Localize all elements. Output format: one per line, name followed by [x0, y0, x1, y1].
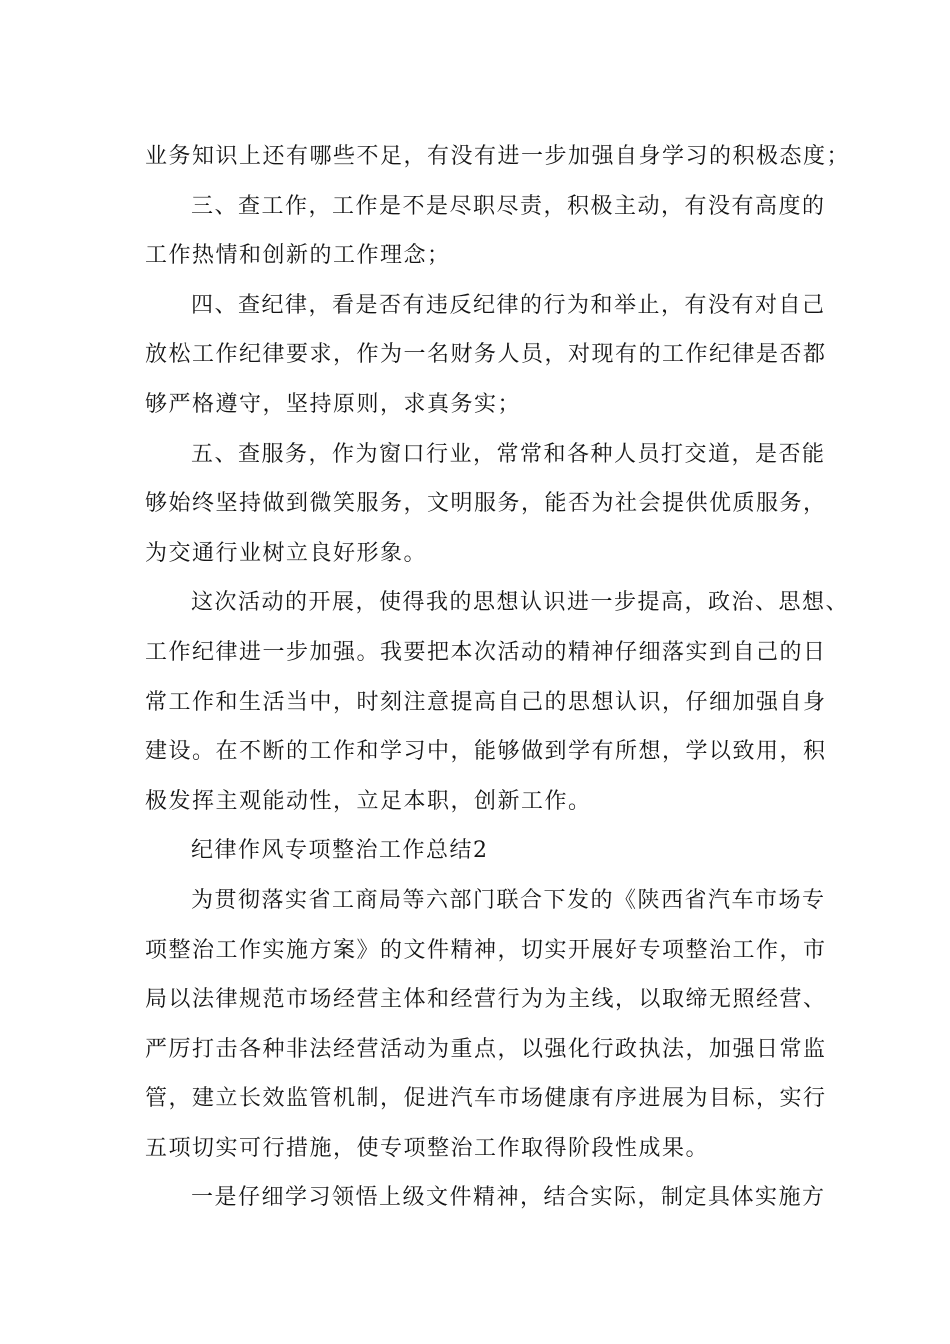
text-line: 工作纪律进一步加强。我要把本次活动的精神仔细落实到自己的日: [145, 639, 827, 665]
text-line: 这次活动的开展，使得我的思想认识进一步提高，政治、思想、: [191, 590, 850, 616]
text-line: 项整治工作实施方案》的文件精神，切实开展好专项整治工作，市: [145, 937, 827, 963]
text-line: 放松工作纪律要求，作为一名财务人员，对现有的工作纪律是否都: [145, 342, 827, 368]
text-line: 为交通行业树立良好形象。: [145, 540, 428, 566]
text-line: 管，建立长效监管机制，促进汽车市场健康有序进展为目标，实行: [145, 1086, 827, 1112]
text-line: 五、查服务，作为窗口行业，常常和各种人员打交道，是否能: [191, 441, 826, 467]
text-line: 为贯彻落实省工商局等六部门联合下发的《陕西省汽车市场专: [191, 887, 826, 913]
text-line: 建设。在不断的工作和学习中，能够做到学有所想，学以致用，积: [145, 739, 827, 765]
text-line: 极发挥主观能动性，立足本职，创新工作。: [145, 788, 592, 814]
document-body: [145, 132, 851, 1223]
text-line: 纪律作风专项整治工作总结2: [191, 838, 489, 864]
text-line: 五项切实可行措施，使专项整治工作取得阶段性成果。: [145, 1135, 710, 1161]
text-line: 四、查纪律，看是否有违反纪律的行为和举止，有没有对自己: [191, 292, 826, 318]
text-line: 够严格遵守，坚持原则，求真务实；: [145, 391, 522, 417]
text-line: 一是仔细学习领悟上级文件精神，结合实际，制定具体实施方: [191, 1185, 826, 1211]
text-line: 局以法律规范市场经营主体和经营行为为主线，以取缔无照经营、: [145, 987, 827, 1013]
text-line: 工作热情和创新的工作理念；: [145, 243, 451, 269]
text-line: 三、查工作，工作是不是尽职尽责，积极主动，有没有高度的: [191, 193, 826, 219]
text-line: 严厉打击各种非法经营活动为重点，以强化行政执法，加强日常监: [145, 1036, 827, 1062]
text-line: 够始终坚持做到微笑服务，文明服务，能否为社会提供优质服务，: [145, 491, 827, 517]
text-line: 常工作和生活当中，时刻注意提高自己的思想认识，仔细加强自身: [145, 689, 827, 715]
text-line: 业务知识上还有哪些不足，有没有进一步加强自身学习的积极态度；: [145, 144, 851, 169]
